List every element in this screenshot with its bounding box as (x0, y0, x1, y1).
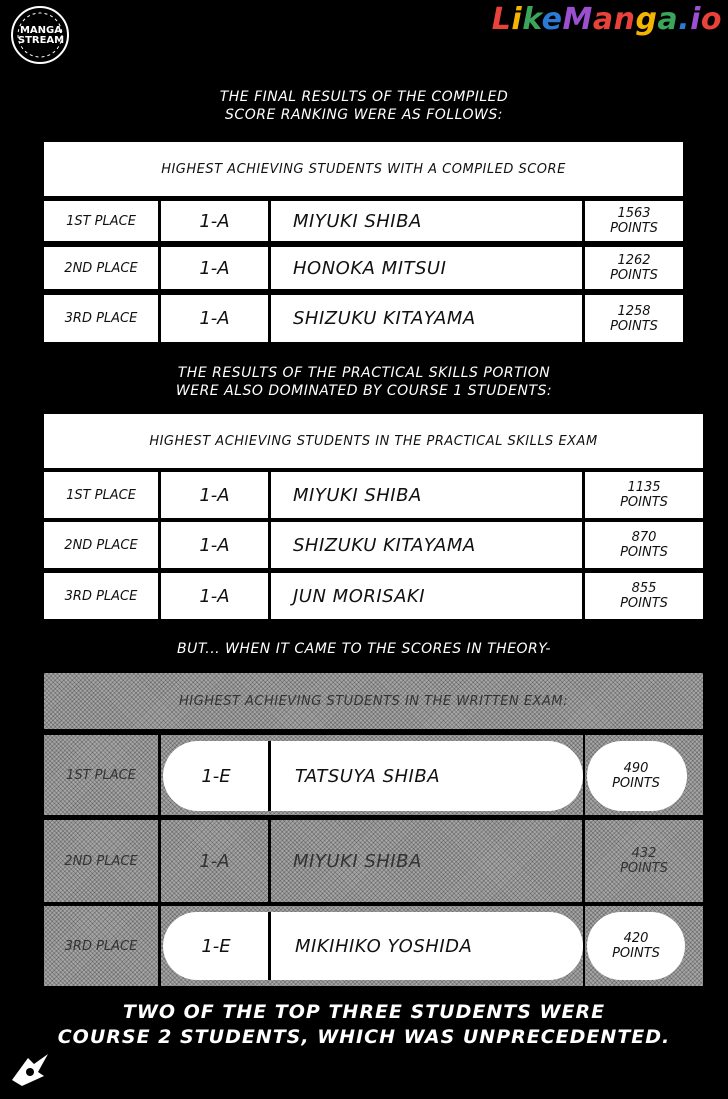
watermark-letter: o (700, 2, 722, 37)
points-value: 1262 (617, 253, 651, 268)
rank-label: 1ST PLACE (44, 472, 158, 518)
intro-line-2: SCORE RANKING WERE AS FOLLOWS: (225, 107, 503, 123)
class-cell: 1-A (161, 522, 268, 568)
rank-label: 3RD PLACE (44, 573, 158, 619)
class-cell: 1-A (161, 201, 268, 241)
points-cell (585, 247, 683, 289)
points-cell (590, 746, 682, 806)
points-value: 1563 (617, 206, 651, 221)
watermark-letter: M (562, 2, 593, 37)
student-name: JUN MORISAKI (271, 573, 582, 619)
outro-caption (0, 1000, 728, 1050)
practical-caption (0, 364, 728, 400)
cell-divider (268, 912, 271, 980)
table-header: HIGHEST ACHIEVING STUDENTS IN THE PRACTICAL SKILLS EXAM (44, 414, 703, 468)
points-cell (585, 295, 683, 342)
watermark-letter: a (657, 2, 679, 37)
points-cell (585, 573, 703, 619)
class-text: 1-A (199, 850, 230, 872)
student-name: MIYUKI SHIBA (271, 201, 582, 241)
class-cell: 1-A (161, 295, 268, 342)
points-unit: POINTS (620, 495, 668, 510)
rank-label (44, 820, 158, 902)
student-name (271, 820, 582, 902)
class-cell: 1-A (161, 573, 268, 619)
student-name: HONOKA MITSUI (271, 247, 582, 289)
table-header (44, 673, 703, 729)
rank-label: 3RD PLACE (44, 295, 158, 342)
watermark-letter: i (690, 2, 701, 37)
points-value: 420 (623, 931, 649, 946)
watermark-text (492, 2, 722, 37)
rank-label: 2ND PLACE (44, 247, 158, 289)
watermark-letter: e (541, 2, 563, 37)
class-cell: 1-A (161, 472, 268, 518)
rank-label-text: 1ST PLACE (66, 767, 136, 783)
practical-line-1: THE RESULTS OF THE PRACTICAL SKILLS PORTION (177, 365, 551, 381)
manga-stream-logo (6, 4, 78, 66)
student-name: TATSUYA SHIBA (295, 765, 441, 787)
points-unit: POINTS (620, 596, 668, 611)
watermark-letter: n (613, 2, 636, 37)
watermark-letter: g (635, 2, 658, 37)
outro-line-2: COURSE 2 STUDENTS, WHICH WAS UNPRECEDENTED. (57, 1026, 671, 1048)
points-value: 870 (631, 530, 657, 545)
outro-line-1: TWO OF THE TOP THREE STUDENTS WERE (122, 1001, 606, 1023)
points-cell (585, 201, 683, 241)
points-unit: POINTS (610, 221, 658, 236)
points-unit: POINTS (612, 946, 660, 961)
points-unit: POINTS (620, 545, 668, 560)
cell-divider (268, 741, 271, 811)
student-name: SHIZUKU KITAYAMA (271, 295, 582, 342)
table-header: HIGHEST ACHIEVING STUDENTS WITH A COMPILED SCORE (44, 142, 683, 196)
site-watermark (492, 2, 722, 37)
points-value: 432 (631, 846, 657, 861)
points-value: 1258 (617, 303, 651, 319)
rank-label: 2ND PLACE (44, 522, 158, 568)
class-cell: 1-A (161, 247, 268, 289)
intro-caption (0, 88, 728, 124)
class-cell (161, 820, 268, 902)
points-cell (585, 472, 703, 518)
student-name: MIKIHIKO YOSHIDA (295, 935, 473, 957)
points-unit: POINTS (620, 861, 668, 876)
watermark-letter: i (511, 2, 523, 37)
rank-label (44, 735, 158, 815)
student-name-text: MIYUKI SHIBA (293, 850, 422, 872)
table-header-text: HIGHEST ACHIEVING STUDENTS IN THE WRITTEN EXAM: (179, 693, 568, 709)
points-cell (585, 522, 703, 568)
class-cell: 1-E (201, 935, 231, 957)
class-cell: 1-E (201, 765, 231, 787)
points-cell (585, 820, 703, 902)
points-value: 490 (623, 761, 649, 776)
watermark-letter: L (491, 2, 512, 37)
student-name: MIYUKI SHIBA (271, 472, 582, 518)
points-unit: POINTS (612, 776, 660, 791)
points-unit: POINTS (610, 318, 658, 334)
scanlator-mark-icon (8, 1050, 52, 1090)
rank-label-text: 3RD PLACE (64, 938, 138, 954)
intro-line-1: THE FINAL RESULTS OF THE COMPILED (219, 89, 509, 105)
rank-label-text: 2ND PLACE (64, 853, 138, 869)
rank-label: 1ST PLACE (44, 201, 158, 241)
points-unit: POINTS (610, 268, 658, 283)
student-name: SHIZUKU KITAYAMA (271, 522, 582, 568)
theory-caption: BUT... WHEN IT CAME TO THE SCORES IN THEORY- (177, 641, 551, 657)
points-cell (590, 916, 682, 976)
watermark-letter: k (522, 2, 542, 37)
rank-label (44, 906, 158, 986)
logo-text: MANGA STREAM (17, 25, 65, 46)
points-value: 1135 (627, 480, 661, 495)
watermark-letter: . (678, 2, 691, 37)
practical-line-2: WERE ALSO DOMINATED BY COURSE 1 STUDENTS: (175, 383, 553, 399)
points-value: 855 (631, 581, 657, 596)
watermark-letter: a (592, 2, 614, 37)
